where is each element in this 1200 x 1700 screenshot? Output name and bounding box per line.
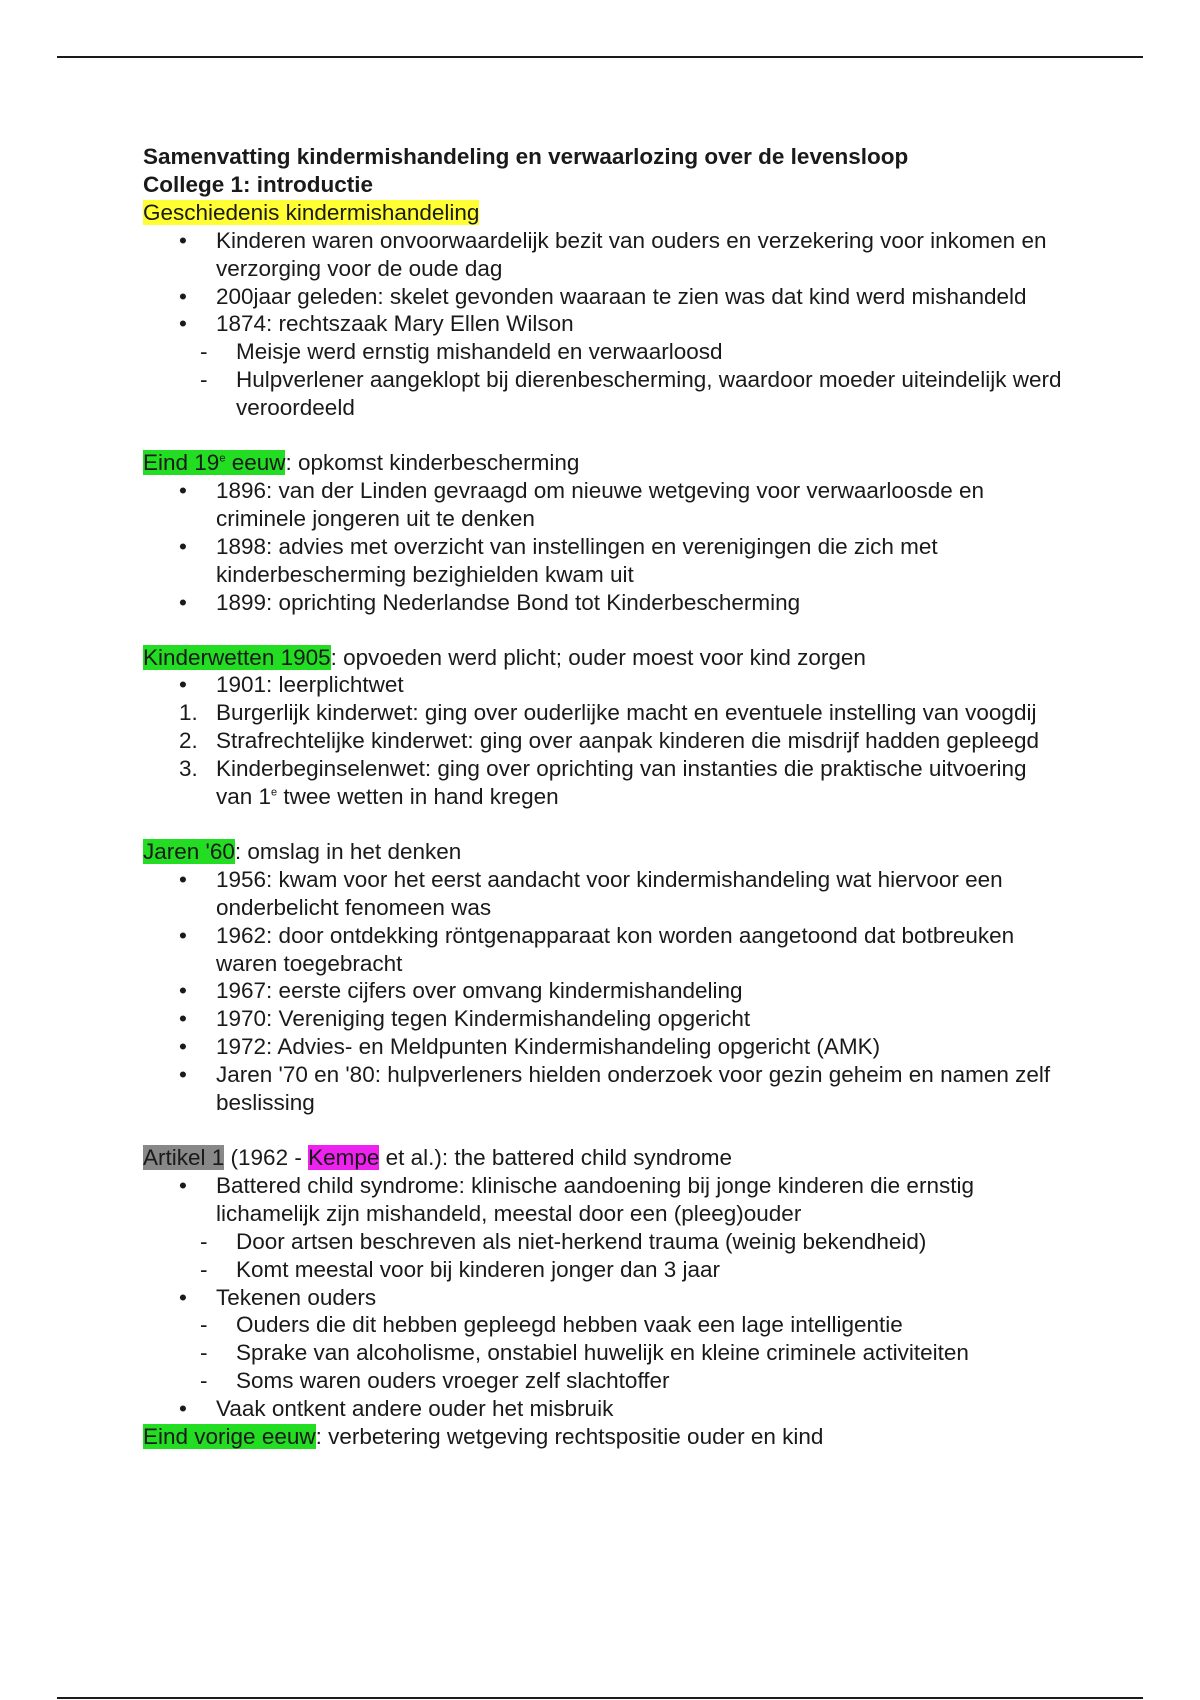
dash-marker: - [200,367,208,393]
dash-marker: - [200,1368,208,1394]
list-item: • 1956: kwam voor het eerst aandacht voor kindermishandeling wat hiervoor een onderbelicht fenomeen was [179,866,1003,920]
list-item: • 1901: leerplichtwet [179,672,404,698]
section-heading-eind-19e-eeuw: Eind 19e eeuw: opkomst kinderbescherming [143,450,580,476]
list-item: • Battered child syndrome: klinische aandoening bij jonge kinderen die ernstig lichamelijk zijn mishandeld, meestal door een (pleeg)ouder [179,1172,974,1226]
list-item: • Jaren '70 en '80: hulpverleners hielden onderzoek voor gezin geheim en namen zelf beslissing [179,1062,1051,1116]
section-heading-jaren-60: Jaren '60: omslag in het denken [143,838,462,864]
sub-list-item: - Ouders die dit hebben gepleegd hebben vaak een lage intelligentie [200,1312,903,1338]
bullet-marker: • [179,1396,187,1422]
number-marker: 3. [179,756,198,782]
bullet-marker: • [179,477,187,503]
bullet-marker: • [179,533,187,559]
numbered-item: 1. Burgerlijk kinderwet: ging over ouderlijke macht en eventuele instelling van voogdij [179,700,1037,726]
bottom-rule [57,1697,1143,1699]
bullet-marker: • [179,672,187,698]
sub-list-item: - Komt meestal voor bij kinderen jonger dan 3 jaar [200,1256,721,1282]
highlight-yellow: Geschiedenis kindermishandeling [143,199,480,225]
highlight-green: Jaren '60 [143,838,235,864]
list-item: • 1896: van der Linden gevraagd om nieuwe wetgeving voor verwaarloosde en criminele jongeren uit te denken [179,477,984,531]
dash-marker: - [200,1228,208,1254]
list-item: • 1970: Vereniging tegen Kindermishandeling opgericht [179,1006,751,1032]
sub-list-item: - Soms waren ouders vroeger zelf slachtoffer [200,1368,670,1394]
bullet-marker: • [179,978,187,1004]
sub-list-item: - Hulpverlener aangeklopt bij dierenbescherming, waardoor moeder uiteindelijk werd veroordeeld [200,367,1062,421]
sub-list-item: - Sprake van alcoholisme, onstabiel huwelijk en kleine criminele activiteiten [200,1340,969,1366]
list-item: • 200jaar geleden: skelet gevonden waaraan te zien was dat kind werd mishandeld [179,283,1027,309]
bullet-marker: • [179,1062,187,1088]
section-heading-eind-vorige-eeuw: Eind vorige eeuw: verbetering wetgeving rechtspositie ouder en kind [143,1424,824,1450]
dash-marker: - [200,1340,208,1366]
dash-marker: - [200,1256,208,1282]
list-item: • 1972: Advies- en Meldpunten Kindermishandeling opgericht (AMK) [179,1034,881,1060]
number-marker: 1. [179,700,198,726]
section-heading-artikel-1: Artikel 1 (1962 - Kempe et al.): the battered child syndrome [143,1145,733,1170]
college-title: College 1: introductie [143,171,374,197]
numbered-item: 3. Kinderbeginselenwet: ging over oprichting van instanties die praktische uitvoering van 1e twee wetten in hand kregen [179,756,1027,810]
bullet-marker: • [179,283,187,309]
bullet-marker: • [179,589,187,615]
section-heading-geschiedenis [143,199,1063,227]
document-title: Samenvatting kindermishandeling en verwaarlozing over de levensloop [143,144,909,169]
top-rule [57,56,1143,58]
list-item: • 1898: advies met overzicht van instellingen en verenigingen die zich met kinderbescherming bezighielden kwam uit [179,533,938,587]
bullet-marker: • [179,1284,187,1310]
numbered-item: 2. Strafrechtelijke kinderwet: ging over aanpak kinderen die misdrijf hadden gepleegd [179,728,1039,754]
highlight-green: Kinderwetten 1905 [143,644,331,670]
bullet-marker: • [179,1006,187,1032]
list-item: • 1962: door ontdekking röntgenapparaat kon worden aangetoond dat botbreuken waren toegebracht [179,922,1015,976]
highlight-green: Eind vorige eeuw [143,1424,316,1450]
highlight-magenta: Kempe [308,1145,380,1170]
dash-marker: - [200,1312,208,1338]
list-item: • 1967: eerste cijfers over omvang kindermishandeling [179,978,743,1004]
list-item: • Tekenen ouders [179,1284,377,1310]
dash-marker: - [200,339,208,365]
list-item: • 1899: oprichting Nederlandse Bond tot Kinderbescherming [179,589,801,615]
highlight-green: Eind 19e eeuw [143,450,286,476]
number-marker: 2. [179,728,198,754]
sub-list-item: - Door artsen beschreven als niet-herkend trauma (weinig bekendheid) [200,1228,927,1254]
bullet-marker: • [179,866,187,892]
list-item: • Vaak ontkent andere ouder het misbruik [179,1396,614,1422]
bullet-marker: • [179,1034,187,1060]
bullet-marker: • [179,922,187,948]
bullet-marker: • [179,1172,187,1198]
highlight-gray: Artikel 1 [143,1145,225,1170]
list-item: • 1874: rechtszaak Mary Ellen Wilson [179,311,574,337]
bullet-marker: • [179,311,187,337]
sub-list-item: - Meisje werd ernstig mishandeld en verwaarloosd [200,339,723,365]
section-heading-kinderwetten: Kinderwetten 1905: opvoeden werd plicht; ouder moest voor kind zorgen [143,644,866,670]
list-item: • Kinderen waren onvoorwaardelijk bezit van ouders en verzekering voor inkomen en verzorging voor de oude dag [179,227,1047,281]
document-body [143,143,1063,1451]
bullet-marker: • [179,227,187,253]
